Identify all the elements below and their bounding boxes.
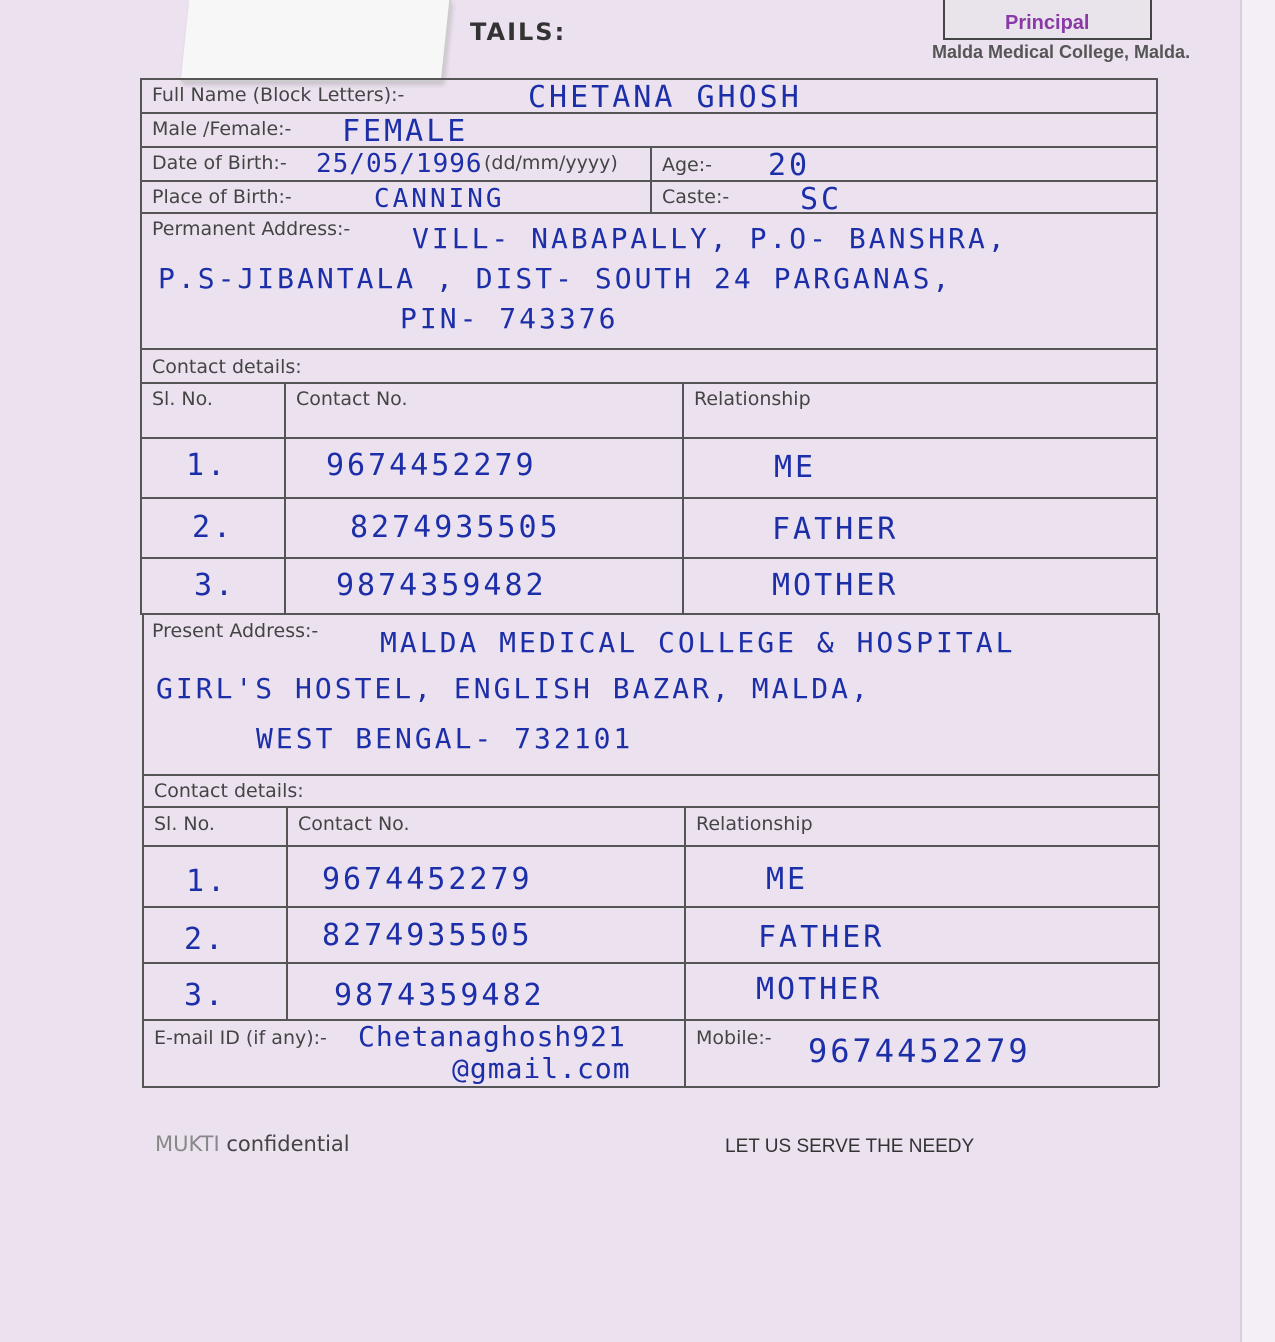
- contacts-title: Contact details:: [152, 356, 302, 378]
- table-cell-relation: FATHER: [758, 920, 885, 955]
- present-address-line1: MALDA MEDICAL COLLEGE & HOSPITAL: [380, 626, 1016, 659]
- rule: [1158, 613, 1160, 1087]
- stamp-college: Malda Medical College, Malda.: [932, 42, 1191, 62]
- col-contact-header: Contact No.: [298, 813, 410, 835]
- col-relation-header: Relationship: [694, 388, 811, 410]
- table-cell-number: 8274935505: [350, 510, 561, 545]
- table-cell-sl: 1.: [186, 448, 229, 483]
- rule: [142, 906, 1158, 908]
- rule: [140, 613, 1158, 615]
- permanent-address-label: Permanent Address:-: [152, 218, 351, 240]
- table-cell-relation: ME: [766, 862, 809, 897]
- rule: [140, 557, 1156, 559]
- footer-confidential: [155, 1132, 350, 1156]
- email-value-line1: Chetanaghosh921: [358, 1020, 626, 1053]
- rule: [140, 497, 1156, 499]
- present-address-line3: WEST BENGAL- 732101: [256, 722, 634, 755]
- rule: [286, 806, 288, 1020]
- pob-value: CANNING: [374, 184, 505, 214]
- dob-label: Date of Birth:-: [152, 152, 287, 174]
- rule: [142, 845, 1158, 847]
- table-cell-sl: 2.: [192, 510, 235, 545]
- rule: [142, 962, 1158, 964]
- present-address-label: Present Address:-: [152, 620, 319, 642]
- section-heading: TAILS:: [470, 18, 567, 46]
- rule: [142, 1019, 1158, 1021]
- table-cell-number: 9874359482: [334, 978, 545, 1013]
- table-cell-number: 9674452279: [322, 862, 533, 897]
- col-contact-header: Contact No.: [296, 388, 408, 410]
- table-cell-relation: MOTHER: [756, 972, 883, 1007]
- mobile-label: Mobile:-: [696, 1027, 772, 1049]
- dob-value: 25/05/1996: [316, 149, 483, 179]
- caste-value: SC: [800, 182, 843, 217]
- col-sl-header: Sl. No.: [154, 813, 215, 835]
- table-cell-number: 9674452279: [326, 448, 537, 483]
- rule: [650, 146, 652, 212]
- col-relation-header: Relationship: [696, 813, 813, 835]
- age-value: 20: [768, 148, 811, 183]
- rule: [140, 382, 1156, 384]
- rule: [284, 382, 286, 614]
- page-edge: [1240, 0, 1275, 1342]
- full-name-value: CHETANA GHOSH: [528, 80, 802, 115]
- rule: [682, 382, 684, 614]
- gender-value: FEMALE: [342, 114, 469, 149]
- present-address-line2: GIRL'S HOSTEL, ENGLISH BAZAR, MALDA,: [156, 672, 871, 705]
- table-cell-sl: 2.: [184, 922, 227, 957]
- gender-label: Male /Female:-: [152, 118, 292, 140]
- contacts-title: Contact details:: [154, 780, 304, 802]
- footer-motto: LET US SERVE THE NEEDY: [725, 1136, 975, 1157]
- permanent-address-line2: P.S-JIBANTALA , DIST- SOUTH 24 PARGANAS,: [158, 262, 953, 295]
- rule: [140, 78, 142, 614]
- footer-confidential-text: confidential: [226, 1132, 350, 1156]
- stamp-title: Principal: [1005, 12, 1090, 34]
- full-name-label: Full Name (Block Letters):-: [152, 84, 405, 106]
- rule: [684, 806, 686, 1087]
- table-cell-relation: MOTHER: [772, 568, 899, 603]
- age-label: Age:-: [662, 154, 713, 176]
- table-cell-sl: 3.: [184, 978, 227, 1013]
- table-cell-relation: FATHER: [772, 512, 899, 547]
- col-sl-header: Sl. No.: [152, 388, 213, 410]
- table-cell-relation: ME: [774, 450, 817, 485]
- dob-format: (dd/mm/yyyy): [484, 152, 618, 174]
- table-cell-sl: 1.: [186, 864, 229, 899]
- rule: [140, 437, 1156, 439]
- footer-brand: MUKTI: [155, 1132, 220, 1156]
- permanent-address-line1: VILL- NABAPALLY, P.O- BANSHRA,: [412, 222, 1008, 255]
- rule: [140, 146, 1156, 148]
- email-label: E-mail ID (if any):-: [154, 1027, 327, 1049]
- email-value-line2: @gmail.com: [452, 1052, 631, 1085]
- table-cell-sl: 3.: [194, 568, 237, 603]
- permanent-address-line3: PIN- 743376: [400, 302, 619, 335]
- mobile-value: 9674452279: [808, 1032, 1031, 1070]
- rule: [142, 806, 1158, 808]
- pob-label: Place of Birth:-: [152, 186, 292, 208]
- rule: [142, 1086, 1158, 1088]
- rule: [1156, 78, 1158, 614]
- rule: [142, 613, 144, 1087]
- rule: [140, 180, 1156, 182]
- rule: [142, 774, 1158, 776]
- caste-label: Caste:-: [662, 186, 730, 208]
- table-cell-number: 9874359482: [336, 568, 547, 603]
- rule: [140, 348, 1156, 350]
- table-cell-number: 8274935505: [322, 918, 533, 953]
- rule: [140, 212, 1156, 214]
